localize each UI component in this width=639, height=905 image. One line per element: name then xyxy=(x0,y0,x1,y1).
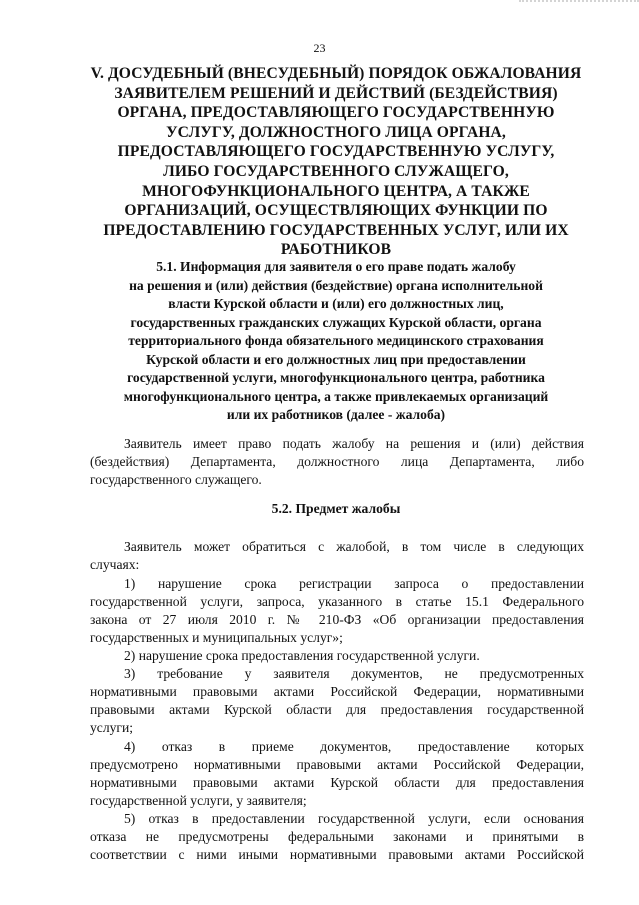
scan-edge-mark xyxy=(519,0,639,8)
list-item-4-line: нормативными правовыми актами Курской области для предоставления xyxy=(90,775,584,790)
chapter-title-line: V. ДОСУДЕБНЫЙ (ВНЕСУДЕБНЫЙ) ПОРЯДОК ОБЖАЛОВАНИЯ xyxy=(90,65,582,82)
body-line: Заявитель имеет право подать жалобу на решения и (или) действия xyxy=(124,436,584,451)
list-item-5-line: соответствии с ними иными нормативными правовыми актами Российской xyxy=(90,847,584,862)
chapter-title-line: ЗАЯВИТЕЛЕМ РЕШЕНИЙ И ДЕЙСТВИЙ (БЕЗДЕЙСТВИЯ) xyxy=(114,84,558,102)
list-item-3-line: правовыми актами Курской области для предоставления государственной xyxy=(90,702,584,717)
section-title-line: государственных гражданских служащих Курской области, органа xyxy=(130,314,542,330)
list-item-3-line: 3) требование у заявителя документов, не предусмотренных xyxy=(124,666,584,681)
body-line: (бездействия) Департамента, должностного лица Департамента, либо xyxy=(90,454,584,469)
section-5-2-title xyxy=(86,500,586,519)
list-item-2-line: 2) нарушение срока предоставления государственной услуги. xyxy=(124,648,480,663)
list-item-5-line: 5) отказ в предоставлении государственной услуги, если основания xyxy=(124,811,584,826)
body-line: случаях: xyxy=(90,557,140,572)
chapter-title-line: ОРГАНА, ПРЕДОСТАВЛЯЮЩЕГО ГОСУДАРСТВЕННУЮ xyxy=(117,104,555,122)
chapter-title-line: ПРЕДОСТАВЛЕНИЮ ГОСУДАРСТВЕННЫХ УСЛУГ, ИЛИ ИХ xyxy=(103,221,569,239)
section-title-line: Курской области и его должностных лиц при предоставлении xyxy=(146,351,526,367)
chapter-title-line: ЛИБО ГОСУДАРСТВЕННОГО СЛУЖАЩЕГО, xyxy=(163,162,509,180)
list-item-5-line: отказа не предусмотрены федеральными законами и принятыми в xyxy=(90,829,584,844)
list-item-3-line: услуги; xyxy=(90,720,134,735)
section-title-line: многофункционального центра, а также привлекаемых организаций xyxy=(123,388,549,404)
list-item-1-line: закона от 27 июля 2010 г. № 210-ФЗ «Об организации предоставления xyxy=(90,612,584,627)
chapter-title xyxy=(86,64,586,260)
section-title-line: на решения и (или) действия (бездействие) органа исполнительной xyxy=(129,277,543,293)
list-item-3-line: нормативными правовыми актами Российской Федерации, нормативными xyxy=(90,684,584,699)
chapter-title-line: УСЛУГУ, ДОЛЖНОСТНОГО ЛИЦА ОРГАНА, xyxy=(166,123,506,141)
section-title-line: 5.2. Предмет жалобы xyxy=(271,501,401,516)
section-title-line: государственной услуги, многофункционального центра, работника xyxy=(127,370,545,385)
chapter-title-line: ОРГАНИЗАЦИЙ, ОСУЩЕСТВЛЯЮЩИХ ФУНКЦИИ ПО xyxy=(124,202,548,220)
section-title-line: власти Курской области и (или) его должностных лиц, xyxy=(168,296,504,311)
body-line: государственного служащего. xyxy=(90,472,262,487)
list-item-1-line: государственной услуги, запроса, указанного в статье 15.1 Федерального xyxy=(90,594,584,609)
list-item-4-line: государственной услуги, у заявителя; xyxy=(90,793,307,808)
section-title-line: территориального фонда обязательного медицинского страхования xyxy=(128,333,544,348)
list-item-4-line: 4) отказ в приеме документов, предоставление которых xyxy=(124,739,584,754)
chapter-title-line: МНОГОФУНКЦИОНАЛЬНОГО ЦЕНТРА, А ТАКЖЕ xyxy=(142,182,530,200)
chapter-title-line: РАБОТНИКОВ xyxy=(280,241,392,259)
section-title-line: 5.1. Информация для заявителя о его праве подать жалобу xyxy=(156,259,516,274)
body-line: Заявитель может обратиться с жалобой, в том числе в следующих xyxy=(124,539,584,554)
page-number: 23 xyxy=(313,41,326,55)
section-5-1-title xyxy=(86,258,586,425)
chapter-title-line: ПРЕДОСТАВЛЯЮЩЕГО ГОСУДАРСТВЕННУЮ УСЛУГУ, xyxy=(117,143,555,161)
list-item-1-line: государственных и муниципальных услуг»; xyxy=(90,630,343,645)
section-title-line: или их работников (далее - жалоба) xyxy=(226,407,446,422)
list-item-4-line: предусмотрено нормативными правовыми актами Российской Федерации, xyxy=(90,757,584,772)
list-item-1-line: 1) нарушение срока регистрации запроса о предоставлении xyxy=(124,576,584,591)
